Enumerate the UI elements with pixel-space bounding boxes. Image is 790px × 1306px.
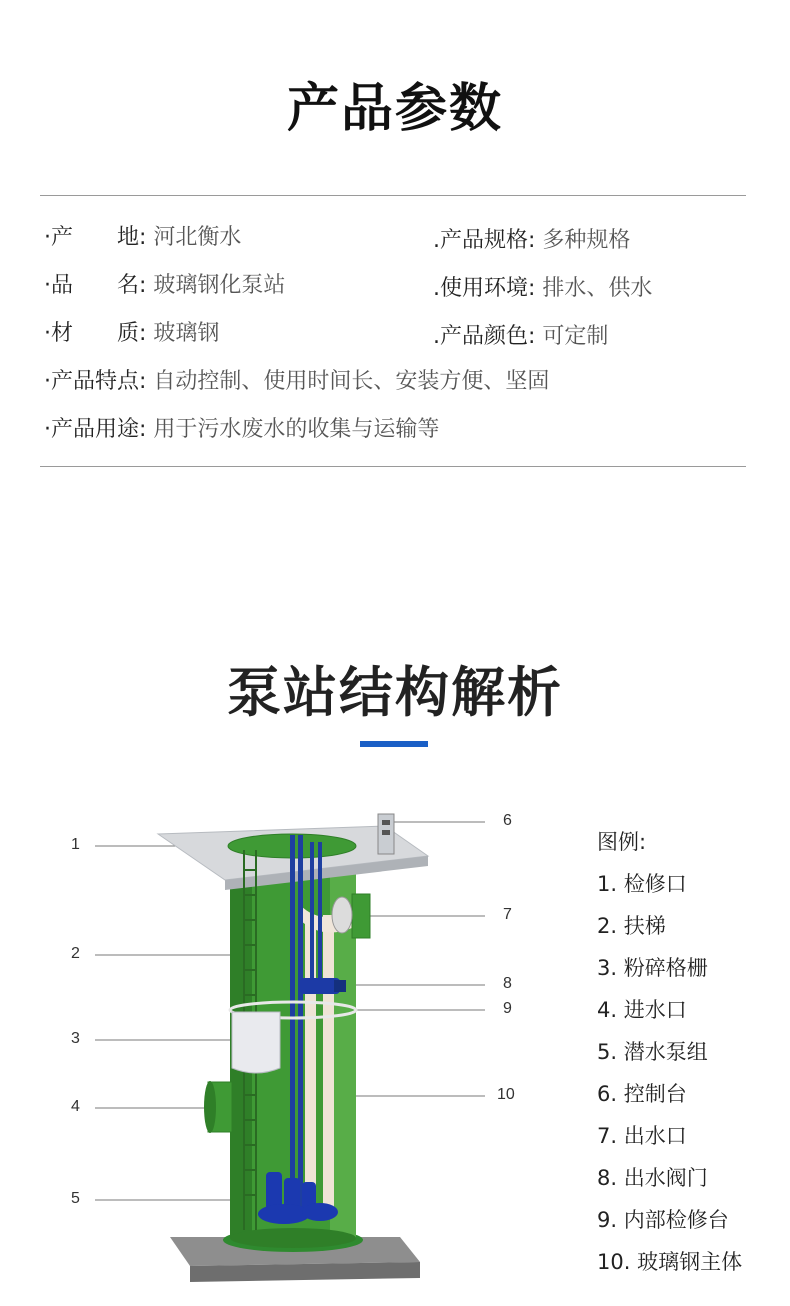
callout-6: 6 (503, 812, 512, 829)
divider-top (40, 195, 746, 196)
callout-1: 1 (71, 836, 80, 853)
param-label: ·产品特点: (44, 369, 147, 394)
param-label: ·材 质: (44, 321, 147, 346)
param-usage (44, 415, 439, 445)
callout-9: 9 (503, 1000, 512, 1017)
param-material (44, 319, 219, 349)
param-label: ·产品用途: (44, 417, 147, 442)
param-value: 河北衡水 (153, 225, 242, 250)
legend-item: 4. 进水口 (597, 998, 687, 1022)
discharge-pipe (323, 915, 334, 1215)
param-features (44, 367, 549, 397)
param-origin (44, 223, 241, 253)
legend-item: 7. 出水口 (597, 1124, 687, 1148)
callout-5: 5 (71, 1190, 80, 1207)
param-value: 用于污水废水的收集与运输等 (153, 417, 440, 442)
legend-item: 2. 扶梯 (597, 914, 666, 938)
param-label: .产品颜色: (433, 324, 536, 349)
param-value: 玻璃钢 (153, 321, 220, 346)
legend-item: 9. 内部检修台 (597, 1208, 729, 1232)
callout-3: 3 (71, 1030, 80, 1047)
legend-item: 6. 控制台 (597, 1082, 687, 1106)
divider-bottom (40, 466, 746, 467)
param-label: ·品 名: (44, 273, 147, 298)
crusher-grille (232, 1012, 280, 1073)
param-spec (433, 226, 630, 256)
callout-8: 8 (503, 975, 512, 992)
outlet-pipe (352, 894, 370, 938)
title-accent-bar (360, 741, 428, 747)
callout-4: 4 (71, 1098, 80, 1115)
param-label: ·产 地: (44, 225, 147, 250)
legend-item: 10. 玻璃钢主体 (597, 1250, 743, 1274)
callout-10: 10 (497, 1086, 515, 1103)
param-value: 玻璃钢化泵站 (153, 273, 286, 298)
pump-station-diagram (0, 790, 560, 1300)
param-label: .产品规格: (433, 228, 536, 253)
param-value: 多种规格 (542, 228, 631, 253)
param-value: 自动控制、使用时间长、安装方便、坚固 (153, 369, 550, 394)
structure-title: 泵站结构解析 (227, 661, 563, 724)
callout-2: 2 (71, 945, 80, 962)
callout-7: 7 (503, 906, 512, 923)
param-environment (433, 274, 652, 304)
legend-item: 1. 检修口 (597, 872, 687, 896)
param-label: .使用环境: (433, 276, 536, 301)
param-color (433, 322, 608, 352)
legend-item: 5. 潜水泵组 (597, 1040, 708, 1064)
legend-item: 8. 出水阀门 (597, 1166, 708, 1190)
param-value: 可定制 (542, 324, 609, 349)
legend-title: 图例: (597, 830, 647, 854)
legend-item: 3. 粉碎格栅 (597, 956, 708, 980)
param-name (44, 271, 285, 301)
param-value: 排水、供水 (542, 276, 653, 301)
params-title: 产品参数 (286, 79, 503, 139)
